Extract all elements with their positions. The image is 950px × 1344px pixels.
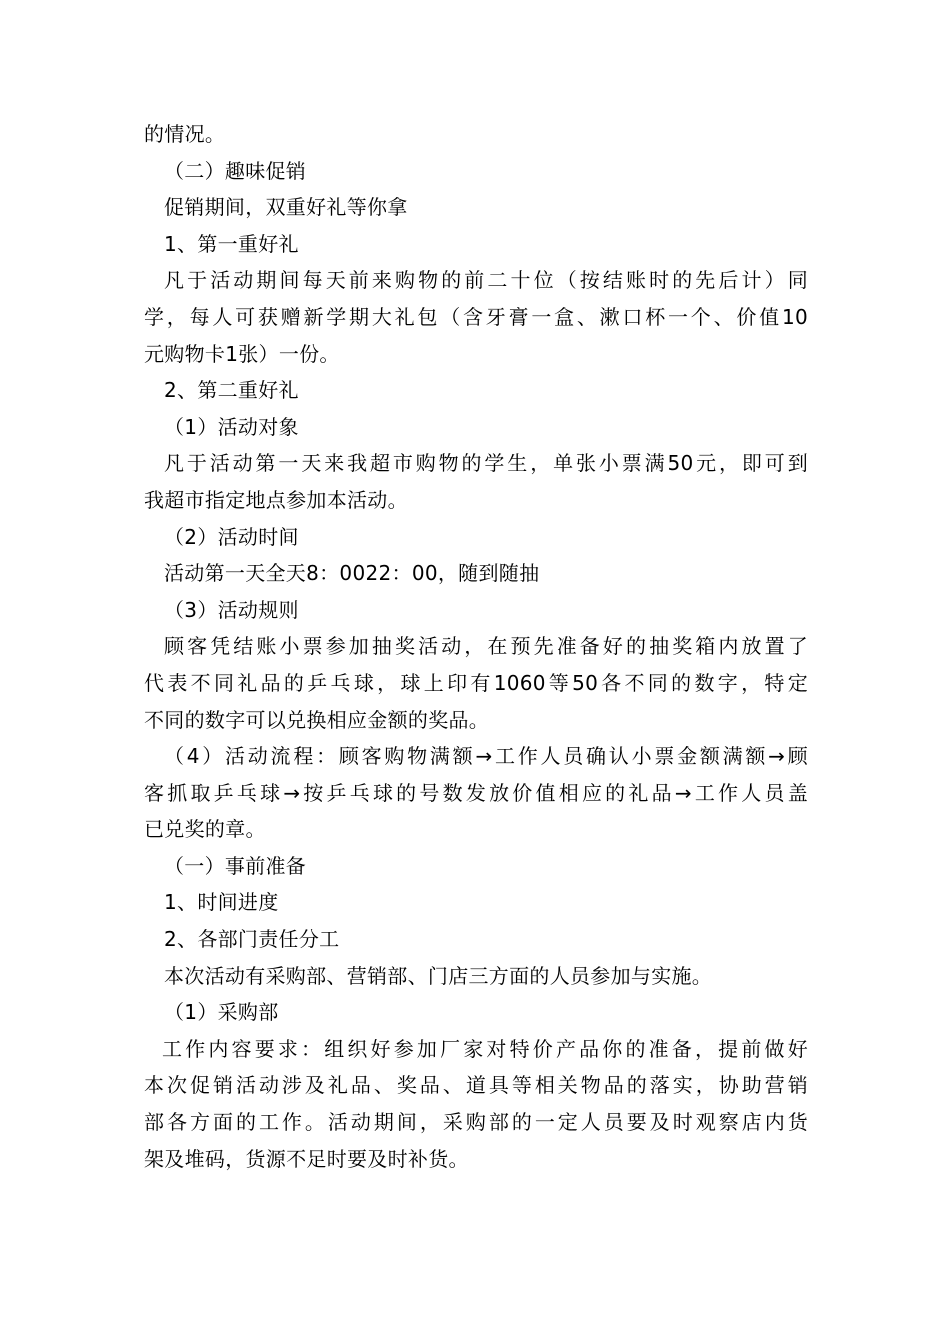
text-line: （1）活动对象 <box>164 414 299 439</box>
text-line: 架及堆码，货源不足时要及时补货。 <box>144 1146 469 1171</box>
text-line: 我超市指定地点参加本活动。 <box>144 487 408 512</box>
text-line: 工作内容要求：组织好参加厂家对特价产品你的准备，提前做好 <box>162 1036 808 1061</box>
text-line: 的情况。 <box>144 122 226 146</box>
text-line: 活动第一天全天8：0022：00，随到随抽 <box>164 561 540 586</box>
text-line: 客抓取乒乓球→按乒乓球的号数发放价值相应的礼品→工作人员盖 <box>144 780 808 805</box>
text-line: 已兑奖的章。 <box>144 817 266 842</box>
text-line: 1、第一重好礼 <box>164 231 299 256</box>
text-line: 凡于活动第一天来我超市购物的学生，单张小票满50元，即可到 <box>164 451 808 476</box>
text-line: 凡于活动期间每天前来购物的前二十位（按结账时的先后计）同 <box>164 268 808 293</box>
text-line: （一）事前准备 <box>164 853 307 878</box>
text-line: （二）趣味促销 <box>164 158 307 183</box>
text-line: 元购物卡1张）一份。 <box>144 341 340 366</box>
text-line: 2、第二重好礼 <box>164 378 299 403</box>
text-line: 本次活动有采购部、营销部、门店三方面的人员参加与实施。 <box>164 963 713 988</box>
text-line: 2、各部门责任分工 <box>164 927 340 952</box>
text-line: 促销期间，双重好礼等你拿 <box>164 195 408 220</box>
text-line: 代表不同礼品的乒乓球，球上印有1060等50各不同的数字，特定 <box>144 670 808 695</box>
text-line: （3）活动规则 <box>164 597 299 622</box>
text-line: 部各方面的工作。活动期间，采购部的一定人员要及时观察店内货 <box>144 1110 808 1135</box>
text-line: 不同的数字可以兑换相应金额的奖品。 <box>144 707 490 732</box>
text-line: （4）活动流程：顾客购物满额→工作人员确认小票金额满额→顾 <box>164 744 808 769</box>
text-line: 顾客凭结账小票参加抽奖活动，在预先准备好的抽奖箱内放置了 <box>164 634 808 659</box>
text-line: （2）活动时间 <box>164 524 299 549</box>
text-line: 1、时间进度 <box>164 890 279 915</box>
text-line: （1）采购部 <box>164 1000 279 1025</box>
text-line: 学，每人可获赠新学期大礼包（含牙膏一盒、漱口杯一个、价值10 <box>144 304 808 329</box>
document-body <box>144 116 808 1177</box>
text-line: 本次促销活动涉及礼品、奖品、道具等相关物品的落实，协助营销 <box>144 1073 808 1098</box>
